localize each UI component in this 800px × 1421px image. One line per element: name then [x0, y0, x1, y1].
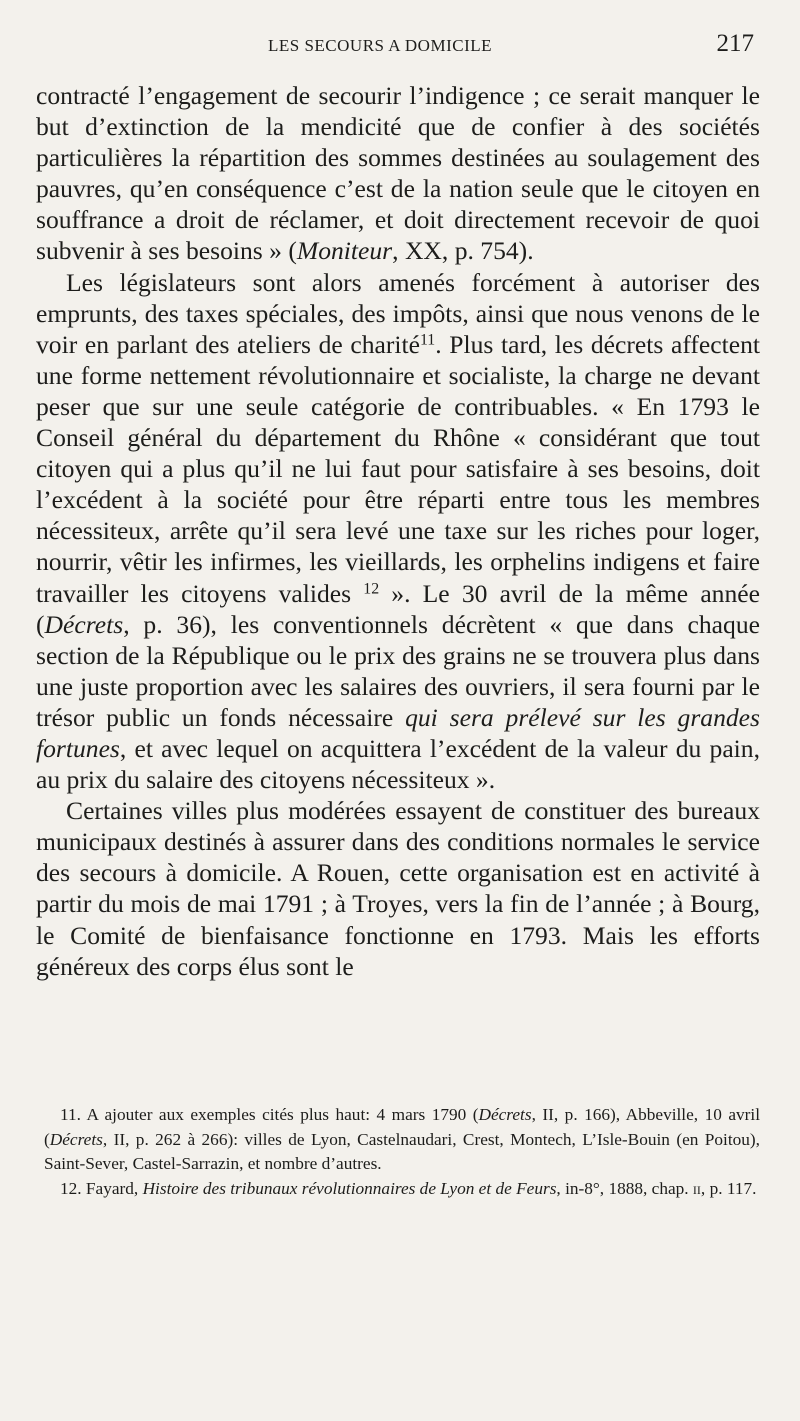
- italic-title: Histoire des tribunaux révolutionnaires de Lyon et de Feurs: [142, 1178, 557, 1198]
- italic-citation: Décrets: [478, 1105, 532, 1124]
- page-number: 217: [716, 30, 754, 57]
- text-run: 11. A ajouter aux exemples cités plus haut: 4 mars 1790 (: [60, 1105, 479, 1124]
- footnote-11: [44, 1103, 760, 1177]
- text-run: Certaines villes plus modérées essayent de constituer des bureaux municipaux destinés à assurer dans des conditions normales le service des secours à domicile. A Rouen, cette organisation est en activité à partir du mois de mai 1791 ; à Troyes, vers la fin de l’année ; à Bourg, le Comité de bienfaisance fonctionne en 1793. Mais les efforts généreux des corps élus sont le: [36, 796, 760, 981]
- footnotes: [44, 1103, 760, 1201]
- text-run: contracté l’engagement de secourir l’indigence ; ce serait manquer le but d’extinction de la mendicité que de confier à des sociétés particulières la répartition des sommes destinées au soulagement des pauvres, qu’en conséquence c’est de la nation seule que le citoyen en souffrance a droit de réclamer, et doit directement recevoir de quoi subvenir à ses besoins » (: [36, 81, 760, 266]
- paragraph-2: [36, 267, 760, 796]
- text-run: , II, p. 166), Abbeville, 10 avril (: [44, 1105, 760, 1149]
- running-header: [0, 32, 800, 62]
- paragraph-1: [36, 80, 760, 267]
- text-run: , II, p. 262 à 266): villes de Lyon, Castelnaudari, Crest, Montech, L’Isle-Bouin (en Poitou), Saint-Sever, Castel-Sarrazin, et nombre d’autres.: [44, 1129, 760, 1174]
- text-run: . Plus tard, les décrets affectent une forme nettement révolutionnaire et socialiste, la charge ne devant peser que sur une seule catégorie de contribuables. « En 1793 le Conseil général du département du Rhône « considérant que tout citoyen qui a plus qu’il ne lui faut pour satisfaire à ses besoins, doit l’excédent à la société pour être réparti entre tous les membres nécessiteux, arrête qu’il sera levé une taxe sur les riches pour loger, nourrir, vêtir les infirmes, les vieillards, les orphelins indigens et faire travailler les citoyens valides: [36, 329, 760, 608]
- italic-citation: Décrets: [49, 1129, 103, 1149]
- main-text: [36, 80, 760, 982]
- text-run: ». Le 30 avril de la même année (: [36, 578, 760, 639]
- text-run: , p. 36), les conventionnels décrètent « que dans chaque section de la République ou le prix des grains ne se trouvera plus dans une juste proportion avec les salaires des ouvriers, il sera fourni par le trésor public un fonds nécessaire: [36, 609, 760, 732]
- small-caps-chapter: ii: [692, 1178, 701, 1198]
- text-run: , XX, p. 754).: [392, 236, 534, 266]
- italic-citation: Moniteur: [296, 236, 393, 266]
- italic-emphasis: qui sera prélevé sur les grandes fortunes: [36, 702, 760, 763]
- text-run: , in-8°, 1888, chap.: [556, 1178, 693, 1198]
- text-run: , p. 117.: [700, 1178, 757, 1198]
- footnote-ref-12: 12: [363, 579, 380, 597]
- text-run: 12. Fayard,: [60, 1178, 143, 1198]
- italic-citation: Décrets: [44, 609, 124, 639]
- text-run: Les législateurs sont alors amenés forcément à autoriser des emprunts, des taxes spéciales, des impôts, ainsi que nous venons de le voir en parlant des ateliers de charité: [36, 267, 760, 359]
- running-title: LES SECOURS A DOMICILE: [268, 36, 492, 55]
- footnote-12: [44, 1177, 760, 1202]
- footnote-ref-11: 11: [419, 331, 436, 349]
- paragraph-3: [36, 795, 760, 982]
- text-run: , et avec lequel on acquittera l’excédent de la valeur du pain, au prix du salaire des citoyens nécessiteux ».: [36, 733, 760, 795]
